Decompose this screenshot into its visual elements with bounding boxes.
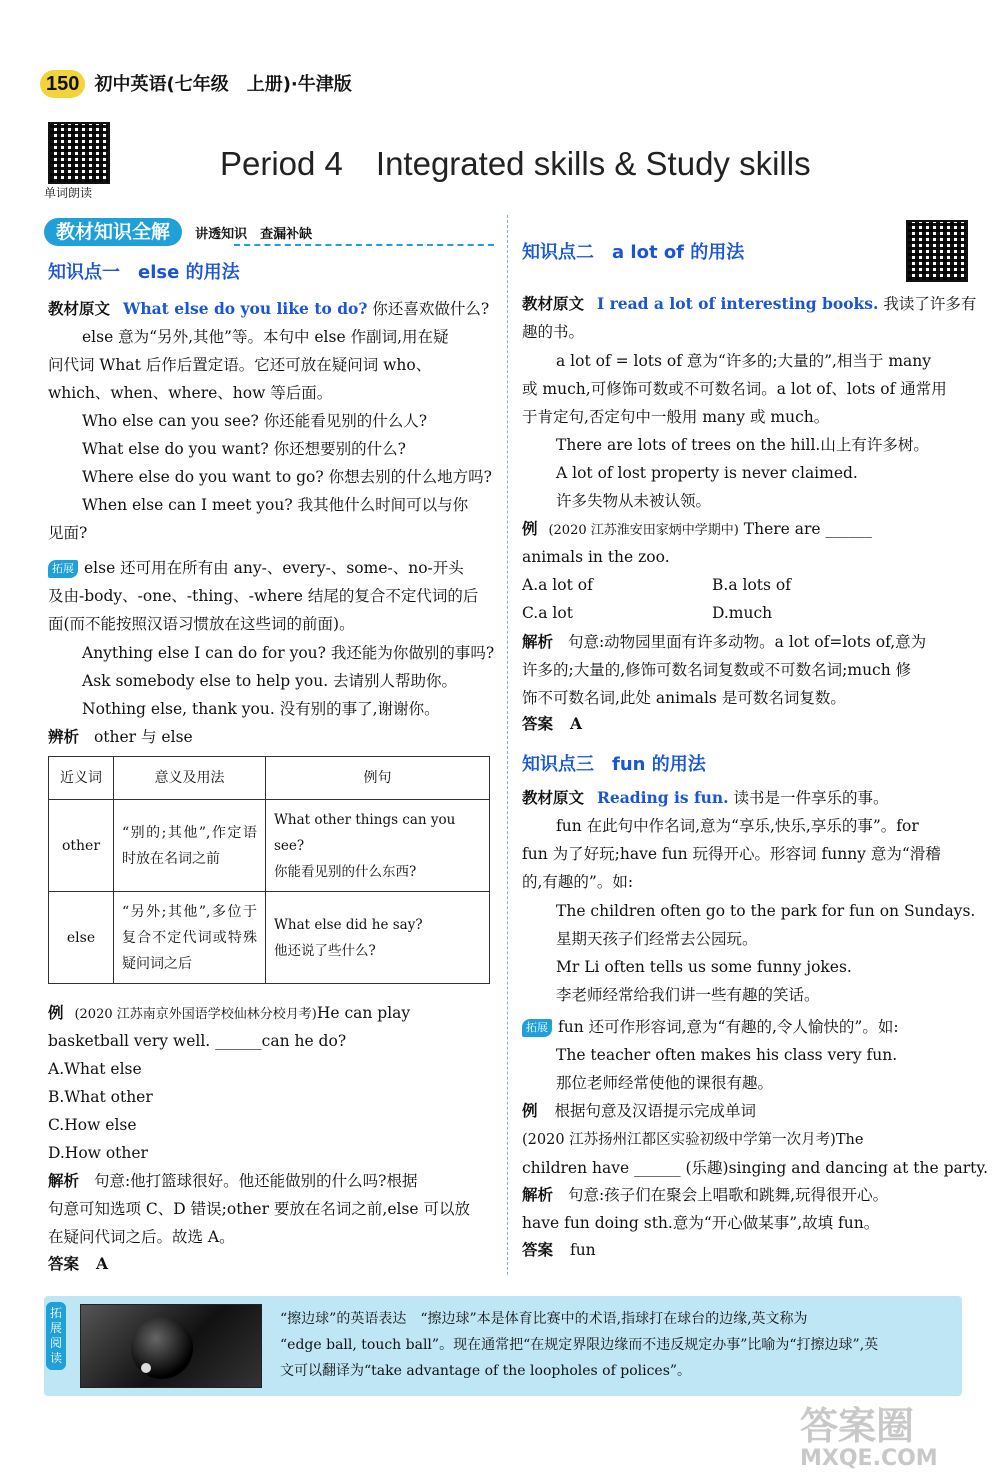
section-banner-sub: 讲透知识 查漏补缺: [195, 227, 313, 242]
ext-text: fun 还可作形容词,意为“有趣的,令人愉快的”。如:: [558, 1018, 899, 1036]
book-title: 初中英语(七年级 上册)·牛津版: [94, 74, 352, 95]
table-cell-meaning: “另外;其他”,多位于复合不定代词或特殊疑问词之后: [114, 892, 266, 984]
orig3-cn: 读书是一件享乐的事。: [733, 789, 889, 807]
watermark-line2: MXQE.COM: [800, 1446, 938, 1471]
table-header: 近义词: [49, 757, 114, 800]
right-option-1: B.a lots of: [712, 576, 791, 594]
qr-caption: 单词朗读: [44, 186, 93, 200]
right-example3-1: children have ______ (乐趣)singing and dancing at the party.: [522, 1159, 989, 1177]
orig-en: I read a lot of interesting books.: [596, 294, 879, 313]
table-cell-example: [266, 800, 490, 892]
left-jiexi-2: 在疑问代词之后。故选 A。: [48, 1228, 235, 1246]
table-cell-example: [266, 892, 490, 984]
section-banner-label: 教材知识全解: [44, 218, 182, 246]
right-line-4: A lot of lost property is never claimed.: [556, 464, 858, 482]
watermark: [800, 1405, 938, 1471]
extended-reading-box: [44, 1296, 962, 1396]
right-l3-1: fun 为了好玩;have fun 玩得开心。形容词 funny 意为“滑稽: [522, 845, 941, 863]
orig-cn: 你还喜欢做什么?: [372, 300, 490, 318]
jiexi-label: 解析: [522, 1185, 554, 1204]
right-l3-5: Mr Li often tells us some funny jokes.: [556, 958, 852, 976]
right-l3-6: 李老师经常给我们讲一些有趣的笑话。: [556, 986, 820, 1004]
kp1-title: 知识点一 else 的用法: [48, 262, 240, 283]
example-cn: 他还说了些什么?: [274, 942, 376, 959]
watermark-line1: 答案圈: [800, 1404, 915, 1448]
right-jiexi-0: [522, 628, 926, 656]
orig-label: 教材原文: [522, 788, 585, 807]
left-line-3: Who else can you see? 你还能看见别的什么人?: [82, 412, 428, 430]
answer-label: 答案: [522, 1240, 554, 1259]
example-q1: There are ______: [743, 520, 873, 538]
bianxi-label: 辨析: [48, 727, 80, 746]
answer3-value: fun: [569, 1241, 596, 1259]
qr-code-left[interactable]: [48, 122, 110, 184]
right-example3-row: [522, 1097, 756, 1125]
page-title: Period 4 Integrated skills & Study skills: [220, 145, 811, 182]
right-jiexi3-1: have fun doing sth.意为“开心做某事”,故填 fun。: [522, 1214, 880, 1232]
right-orig-cn2: 趣的书。: [522, 323, 585, 341]
kp3-title: 知识点三 fun 的用法: [522, 754, 706, 775]
left-line-1: 问代词 What 后作后置定语。它还可放在疑问词 who、: [48, 356, 432, 374]
left-option-2: C.How else: [48, 1116, 137, 1134]
example-en: What other things can you see?: [274, 811, 456, 854]
left-line-2: which、when、where、how 等后面。: [48, 384, 333, 402]
table-header: 意义及用法: [114, 757, 266, 800]
left-orig: [48, 295, 489, 323]
left-option-0: A.What else: [48, 1060, 142, 1078]
orig3-en: Reading is fun.: [596, 788, 729, 807]
footer-line-1: “edge ball, touch ball”。现在通常把“在规定界限边缘而不违反规定办事”比喻为“打擦边球”,英: [280, 1337, 879, 1353]
table-cell-word: other: [49, 800, 114, 892]
right-ext-2: 那位老师经常使他的课很有趣。: [556, 1074, 774, 1092]
answer-value: A: [95, 1254, 108, 1273]
right-line-0: a lot of = lots of 意为“许多的;大量的”,相当于 many: [556, 352, 932, 370]
tuozhan-tag: 拓展: [522, 1019, 552, 1037]
right-l3-4: 星期天孩子们经常去公园玩。: [556, 930, 758, 948]
right-jiexi-1: 许多的;大量的,修饰可数名词复数或不可数名词;much 修: [522, 661, 912, 679]
ball-image: [80, 1304, 262, 1388]
jiexi-label: 解析: [48, 1171, 80, 1190]
right-option-3: D.much: [712, 604, 773, 622]
right-example3-0: (2020 江苏扬州江都区实验初级中学第一次月考)The: [522, 1132, 864, 1148]
left-ext-1: 及由-body、-one、-thing、-where 结尾的复合不定代词的后: [48, 587, 479, 605]
right-answer3: [522, 1236, 596, 1264]
column-divider: [507, 215, 508, 1275]
table-row: [49, 892, 490, 984]
table-header-row: [49, 757, 490, 800]
right-line-1: 或 much,可修饰可数或不可数名词。a lot of、lots of 通常用: [522, 380, 947, 398]
answer-value: A: [569, 714, 582, 733]
example3-title: 根据句意及汉语提示完成单词: [554, 1102, 756, 1120]
table-cell-meaning: “别的;其他”,作定语时放在名词之前: [114, 800, 266, 892]
ext-text: else 还可用在所有由 any-、every-、some-、no-开头: [84, 559, 464, 577]
jiexi-text: 句意:他打篮球很好。他还能做别的什么吗?根据: [93, 1172, 418, 1190]
left-example-row: [48, 999, 410, 1029]
orig-label: 教材原文: [522, 294, 585, 313]
left-option-3: D.How other: [48, 1144, 148, 1162]
bianxi-row: [48, 723, 193, 751]
example-source: (2020 江苏南京外国语学校仙林分校月考): [74, 1007, 317, 1022]
right-option-2: C.a lot: [522, 604, 573, 622]
left-ext-3: Anything else I can do for you? 我还能为你做别的事吗?: [82, 644, 495, 662]
left-line-4: What else do you want? 你还想要别的什么?: [82, 440, 406, 458]
right-l3-2: 的,有趣的”。如:: [522, 873, 634, 891]
orig-en: What else do you like to do?: [122, 299, 368, 318]
jiexi-label: 解析: [522, 632, 554, 651]
right-orig: [522, 290, 976, 318]
left-ext-2: 面(而不能按照汉语习惯放在这些词的前面)。: [48, 615, 355, 633]
example-label: 例: [522, 1101, 538, 1120]
example-cn: 你能看见别的什么东西?: [274, 863, 417, 880]
left-option-1: B.What other: [48, 1088, 153, 1106]
right-l3-0: fun 在此句中作名词,意为“享乐,快乐,享乐的事”。for: [556, 817, 919, 835]
footer-line-2: 文可以翻译为“take advantage of the loopholes of polices”。: [280, 1363, 692, 1379]
jiexi3-text: 句意:孩子们在聚会上唱歌和跳舞,玩得很开心。: [567, 1186, 889, 1204]
left-example-q2: basketball very well. ______can he do?: [48, 1032, 347, 1050]
footer-line-0: “擦边球”的英语表达 “擦边球”本是体育比赛中的术语,指球打在球台的边缘,英文称为: [280, 1311, 808, 1327]
example-label: 例: [48, 1003, 64, 1022]
orig-cn: 我读了许多有: [883, 295, 977, 313]
comparison-table: [48, 756, 490, 984]
section-banner: [44, 218, 494, 246]
table-row: [49, 800, 490, 892]
left-jiexi-0: [48, 1167, 418, 1195]
left-line-5: Where else do you want to go? 你想去别的什么地方吗?: [82, 468, 492, 486]
left-line-0: else 意为“另外,其他”等。本句中 else 作副词,用在疑: [82, 328, 449, 346]
right-line-2: 于肯定句,否定句中一般用 many 或 much。: [522, 408, 830, 426]
right-line-5: 许多失物从未被认领。: [556, 492, 712, 510]
table-header: 例句: [266, 757, 490, 800]
left-ext-5: Nothing else, thank you. 没有别的事了,谢谢你。: [82, 700, 440, 718]
right-example-row: [522, 515, 872, 545]
example-label: 例: [522, 519, 538, 538]
right-orig3: [522, 784, 889, 812]
orig-label: 教材原文: [48, 299, 111, 318]
right-line-3: There are lots of trees on the hill.山上有许多树。: [556, 436, 929, 454]
left-ext-4: Ask somebody else to help you. 去请别人帮助你。: [82, 672, 458, 690]
jiexi-text: 句意:动物园里面有许多动物。a lot of=lots of,意为: [567, 633, 927, 651]
page-header: [40, 70, 352, 98]
answer-label: 答案: [48, 1254, 80, 1273]
right-jiexi-2: 饰不可数名词,此处 animals 是可数名词复数。: [522, 689, 846, 707]
left-jiexi-1: 句意可知选项 C、D 错误;other 要放在名词之前,else 可以放: [48, 1200, 471, 1218]
bianxi-text: other 与 else: [93, 728, 193, 746]
right-option-0: A.a lot of: [522, 576, 593, 594]
right-ext-1: The teacher often makes his class very fun.: [556, 1046, 898, 1064]
right-ext-0: [522, 1013, 899, 1041]
right-jiexi3-0: [522, 1181, 888, 1209]
example-q1: He can play: [316, 1004, 411, 1022]
side-label: 拓展阅读: [46, 1302, 66, 1370]
qr-code-right[interactable]: [906, 220, 968, 282]
tuozhan-tag: 拓展: [48, 560, 78, 578]
page-number: 150: [40, 70, 85, 98]
left-answer: [48, 1250, 108, 1278]
kp2-title: 知识点二 a lot of 的用法: [522, 242, 745, 263]
table-cell-word: else: [49, 892, 114, 984]
left-line-7: 见面?: [48, 524, 88, 542]
left-line-6: When else can I meet you? 我其他什么时间可以与你: [82, 496, 469, 514]
example-source: (2020 江苏淮安田家炳中学期中): [548, 523, 739, 538]
right-l3-3: The children often go to the park for fun on Sundays.: [556, 902, 976, 920]
right-answer: [522, 710, 582, 738]
small-ball: [141, 1363, 151, 1373]
left-ext-0: [48, 554, 464, 582]
right-example-q2: animals in the zoo.: [522, 548, 670, 566]
answer-label: 答案: [522, 714, 554, 733]
banner-underline: [234, 244, 494, 246]
example-en: What else did he say?: [274, 916, 423, 933]
